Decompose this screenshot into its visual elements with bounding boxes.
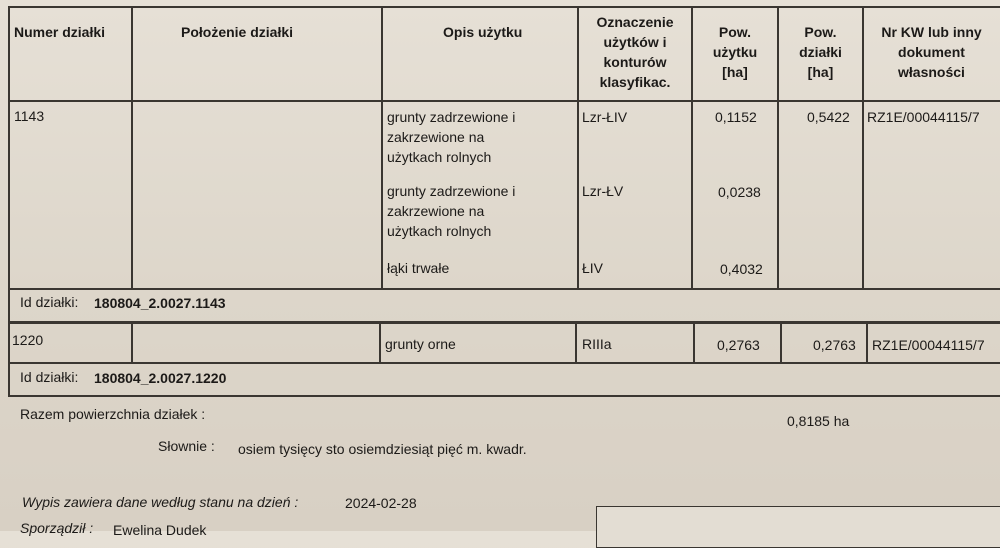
- parcel-1-use-2-pow: 0,0238: [718, 184, 761, 200]
- signature-box: [596, 506, 1000, 548]
- col-divider-4b: [693, 322, 695, 363]
- col-divider-2b: [379, 322, 381, 363]
- table-left-border: [8, 6, 10, 396]
- parcel-1-numer: 1143: [14, 108, 45, 124]
- col-divider-6b: [866, 322, 868, 363]
- header-oznaczenie: Oznaczenie użytków i konturów klasyfikac.: [596, 14, 674, 90]
- parcel-1-use-2-opis: grunty zadrzewione i zakrzewione na użytkach rolnych: [387, 183, 516, 239]
- parcel-1-rows-bottom-line: [8, 288, 1000, 290]
- header-numer: Numer działki: [14, 24, 106, 40]
- slownie-label: Słownie :: [158, 438, 215, 454]
- parcel-1-use-3-oznaczenie: ŁIV: [582, 260, 604, 276]
- col-divider-1b: [131, 322, 133, 363]
- parcel-1-nr-kw: RZ1E/00044115/7: [867, 109, 980, 125]
- razem-label: Razem powierzchnia działek :: [20, 406, 206, 422]
- parcel-2-use-1-pow: 0,2763: [717, 337, 760, 353]
- parcel-2-pow-dzialki: 0,2763: [813, 337, 856, 353]
- header-pow-uzytku: Pow. użytku [ha]: [712, 24, 758, 80]
- col-divider-1: [131, 6, 133, 289]
- parcel-2-nr-kw: RZ1E/00044115/7: [872, 337, 985, 353]
- parcel-1-bottom-line: [8, 321, 1000, 324]
- parcel-1-use-2-oznaczenie: Lzr-ŁV: [582, 183, 624, 199]
- wypis-label: Wypis zawiera dane według stanu na dzień :: [22, 494, 299, 510]
- parcel-2-numer: 1220: [12, 332, 44, 348]
- parcel-2-use-1-oznaczenie: RIIIa: [582, 336, 612, 352]
- sporzadzil-label: Sporządził :: [20, 520, 94, 536]
- parcel-1-id-label: Id działki:: [20, 294, 79, 310]
- parcel-2-id-label: Id działki:: [20, 369, 79, 385]
- parcel-1-use-1-oznaczenie: Lzr-ŁIV: [582, 109, 628, 125]
- header-pow-dzialki: Pow. działki [ha]: [799, 24, 842, 80]
- parcel-1-use-1-pow: 0,1152: [715, 109, 757, 125]
- header-opis: Opis użytku: [443, 24, 523, 40]
- col-divider-5b: [780, 322, 782, 363]
- header-polozenie: Położenie działki: [181, 24, 294, 40]
- parcel-2-rows-bottom-line: [8, 362, 1000, 364]
- parcel-2-use-1-opis: grunty orne: [385, 336, 456, 352]
- parcel-1-use-3-opis: łąki trwałe: [387, 260, 450, 276]
- parcel-1-id-value: 180804_2.0027.1143: [94, 295, 226, 311]
- parcel-1-use-1-opis: grunty zadrzewione i zakrzewione na użytkach rolnych: [387, 109, 516, 165]
- col-divider-2: [381, 6, 383, 289]
- parcel-2-bottom-line: [8, 395, 1000, 397]
- col-divider-3b: [575, 322, 577, 363]
- header-bottom-line: [8, 100, 1000, 102]
- slownie-value: osiem tysięcy sto osiemdziesiąt pięć m. kwadr.: [238, 441, 527, 457]
- wypis-date: 2024-02-28: [345, 495, 417, 511]
- table-top-line: [8, 6, 1000, 8]
- sporzadzil-name: Ewelina Dudek: [113, 522, 207, 538]
- parcel-1-pow-dzialki: 0,5422: [807, 109, 850, 125]
- parcel-2-id-value: 180804_2.0027.1220: [94, 370, 227, 386]
- razem-value: 0,8185 ha: [787, 413, 850, 429]
- header-nr-kw: Nr KW lub inny dokument własności: [881, 24, 982, 80]
- parcel-1-use-3-pow: 0,4032: [720, 261, 763, 277]
